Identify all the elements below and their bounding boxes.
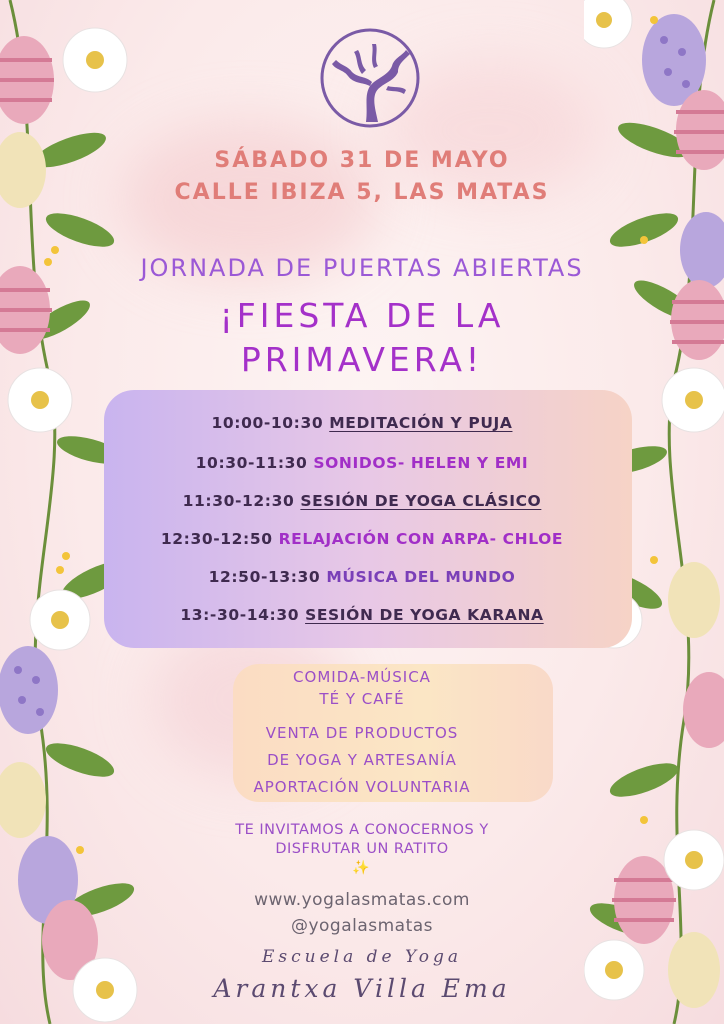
- tree-logo-icon: [318, 26, 422, 130]
- info-line: VENTA DE PRODUCTOS: [265, 724, 459, 742]
- schedule-activity: MÚSICA DEL MUNDO: [326, 568, 516, 586]
- event-subtitle: JORNADA DE PUERTAS ABIERTAS: [140, 254, 584, 282]
- event-date: SÁBADO 31 DE MAYO: [214, 148, 510, 173]
- schedule-time: 10:30-11:30: [195, 454, 308, 472]
- event-address: CALLE IBIZA 5, LAS MATAS: [174, 180, 550, 205]
- info-line: APORTACIÓN VOLUNTARIA: [253, 778, 471, 796]
- schedule-activity: SESIÓN DE YOGA KARANA: [305, 606, 544, 624]
- schedule-time: 12:30-12:50: [160, 530, 273, 548]
- invite-line: DISFRUTAR UN RATITO: [275, 841, 449, 857]
- instagram-handle[interactable]: @yogalasmatas: [290, 916, 434, 936]
- signature-name: Arantxa Villa Ema: [213, 974, 511, 1003]
- website-link[interactable]: www.yogalasmatas.com: [254, 890, 470, 910]
- schedule-time: 11:30-12:30: [182, 492, 295, 510]
- schedule-activity: RELAJACIÓN CON ARPA- CHLOE: [278, 530, 564, 548]
- schedule-activity: SESIÓN DE YOGA CLÁSICO: [300, 492, 542, 510]
- signature-school: Escuela de Yoga: [262, 947, 462, 967]
- schedule-row: [0, 568, 724, 586]
- invite-line: TE INVITAMOS A CONOCERNOS Y: [235, 822, 489, 838]
- event-title-line2: PRIMAVERA!: [240, 340, 484, 379]
- sparkle-icon: ✨: [352, 860, 370, 876]
- schedule-time: 12:50-13:30: [208, 568, 321, 586]
- schedule-row: [0, 454, 724, 472]
- schedule-row: [0, 606, 724, 624]
- schedule-row: [0, 530, 724, 548]
- info-line: COMIDA-MÚSICA: [293, 668, 431, 686]
- schedule-activity: MEDITACIÓN Y PUJA: [329, 414, 513, 432]
- event-title-line1: ¡FIESTA DE LA: [219, 296, 505, 335]
- info-line: TÉ Y CAFÉ: [319, 690, 405, 708]
- schedule-time: 13:-30-14:30: [180, 606, 300, 624]
- schedule-row: [0, 414, 724, 432]
- schedule-time: 10:00-10:30: [211, 414, 324, 432]
- schedule-row: [0, 492, 724, 510]
- info-line: DE YOGA Y ARTESANÍA: [267, 751, 457, 769]
- schedule-activity: SONIDOS- HELEN Y EMI: [313, 454, 529, 472]
